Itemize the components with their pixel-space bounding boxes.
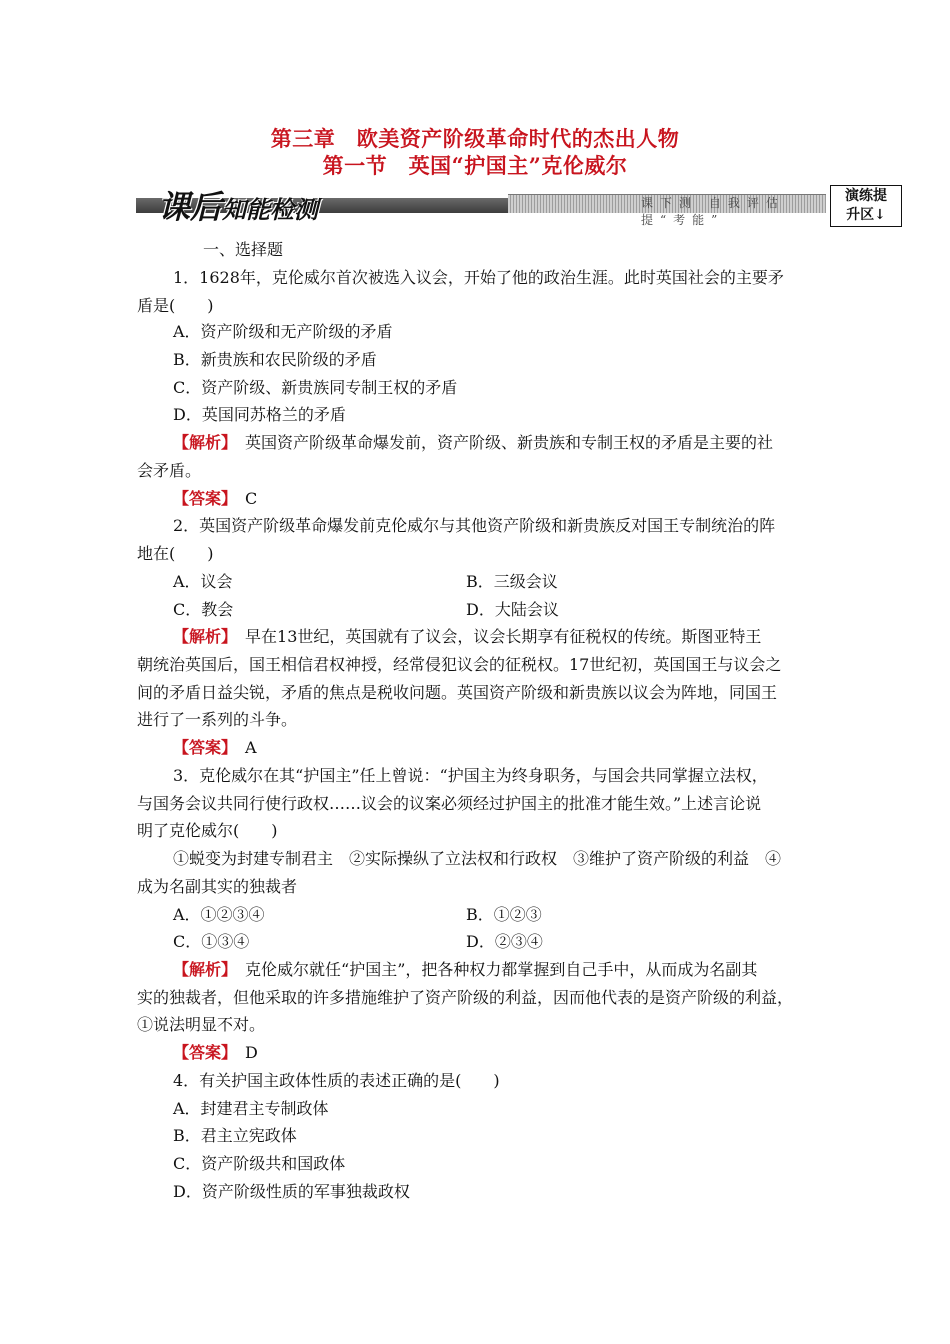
q2-stem-cont: 地在( ) bbox=[137, 544, 214, 563]
section-title: 第一节 英国“护国主”克伦威尔 bbox=[322, 153, 628, 178]
q2-answer bbox=[173, 738, 257, 758]
q2-answer-value: A bbox=[229, 738, 257, 757]
practice-badge[interactable] bbox=[830, 185, 902, 227]
banner-char-1: 课 bbox=[158, 188, 191, 226]
q3-analysis-text: 克伦威尔就任“护国主”，把各种权力都掌握到自己手中，从而成为名副其 bbox=[229, 960, 758, 979]
q2-analysis-cont-2: 间的矛盾日益尖锐，矛盾的焦点是税收问题。英国资产阶级和新贵族以议会为阵地，同国王 bbox=[137, 683, 778, 702]
analysis-tag: 【解析】 bbox=[173, 627, 230, 646]
banner-char-2: 后 bbox=[190, 188, 223, 226]
answer-tag: 【答案】 bbox=[173, 1043, 230, 1062]
q2-option-a: A．议会 bbox=[173, 572, 233, 591]
q1-analysis bbox=[173, 433, 773, 453]
q1-answer-value: C bbox=[229, 489, 258, 508]
q3-answer-value: D bbox=[229, 1043, 258, 1062]
banner-title bbox=[158, 182, 318, 228]
q1-stem: 1．1628年，克伦威尔首次被选入议会，开始了他的政治生涯。此时英国社会的主要矛 bbox=[173, 268, 784, 287]
q1-option-a: A．资产阶级和无产阶级的矛盾 bbox=[173, 322, 393, 341]
q1-option-c: C．资产阶级、新贵族同专制王权的矛盾 bbox=[173, 378, 458, 397]
q2-analysis-cont-1: 朝统治英国后，国王相信君权神授，经常侵犯议会的征税权。17世纪初，英国国王与议会之 bbox=[137, 655, 782, 674]
q2-analysis-cont-3: 进行了一系列的斗争。 bbox=[137, 710, 298, 729]
q3-analysis-cont-1: 实的独裁者，但他采取的许多措施维护了资产阶级的利益，因而他代表的是资产阶级的利益， bbox=[137, 988, 794, 1007]
analysis-tag: 【解析】 bbox=[173, 960, 230, 979]
analysis-tag: 【解析】 bbox=[173, 433, 230, 452]
answer-tag: 【答案】 bbox=[173, 738, 230, 757]
q3-stem-cont-1: 与国务会议共同行使行政权……议会的议案必须经过护国主的批准才能生效。”上述言论说 bbox=[137, 794, 762, 813]
q1-answer bbox=[173, 489, 257, 509]
q3-option-b: B．①②③ bbox=[466, 905, 542, 924]
q2-stem: 2．英国资产阶级革命爆发前克伦威尔与其他资产阶级和新贵族反对国王专制统治的阵 bbox=[173, 516, 776, 535]
q3-option-a: A．①②③④ bbox=[173, 905, 265, 924]
q2-option-d: D．大陆会议 bbox=[466, 600, 559, 619]
q1-option-d: D．英国同苏格兰的矛盾 bbox=[173, 405, 346, 424]
badge-line-1: 演练提 bbox=[845, 188, 887, 204]
q1-analysis-text: 英国资产阶级革命爆发前，资产阶级、新贵族和专制王权的矛盾是主要的社 bbox=[229, 433, 774, 452]
banner-subtitle: 课下测 自我评估 提“考能” bbox=[641, 196, 785, 227]
q3-stem: 3．克伦威尔在其“护国主”任上曾说：“护国主为终身职务，与国会共同掌握立法权， bbox=[173, 766, 768, 785]
banner-char-rest: 知能检测 bbox=[222, 195, 319, 224]
q3-analysis bbox=[173, 960, 757, 980]
q4-option-c: C．资产阶级共和国政体 bbox=[173, 1154, 346, 1173]
q1-option-b: B．新贵族和农民阶级的矛盾 bbox=[173, 350, 377, 369]
q2-analysis bbox=[173, 627, 761, 647]
q3-statements: ①蜕变为封建专制君主 ②实际操纵了立法权和行政权 ③维护了资产阶级的利益 ④ bbox=[173, 849, 782, 868]
q1-stem-cont: 盾是( ) bbox=[137, 296, 214, 315]
q4-option-a: A．封建君主专制政体 bbox=[173, 1099, 329, 1118]
q1-analysis-cont: 会矛盾。 bbox=[137, 461, 202, 480]
q2-option-c: C．教会 bbox=[173, 600, 234, 619]
q2-analysis-text: 早在13世纪，英国就有了议会，议会长期享有征税权的传统。斯图亚特王 bbox=[229, 627, 762, 646]
q4-stem: 4．有关护国主政体性质的表述正确的是( ) bbox=[173, 1071, 500, 1090]
q3-answer bbox=[173, 1043, 258, 1063]
q3-option-c: C．①③④ bbox=[173, 932, 250, 951]
q4-option-b: B．君主立宪政体 bbox=[173, 1126, 297, 1145]
q2-option-b: B．三级会议 bbox=[466, 572, 558, 591]
section-heading: 一、选择题 bbox=[203, 240, 284, 259]
answer-tag: 【答案】 bbox=[173, 489, 230, 508]
q3-statements-cont: 成为名副其实的独裁者 bbox=[137, 877, 298, 896]
chapter-title: 第三章 欧美资产阶级革命时代的杰出人物 bbox=[270, 126, 680, 151]
q3-stem-cont-2: 明了克伦威尔( ) bbox=[137, 821, 278, 840]
section-banner bbox=[136, 186, 826, 227]
badge-line-2: 升区↓ bbox=[846, 207, 886, 223]
q3-option-d: D．②③④ bbox=[466, 932, 543, 951]
q3-analysis-cont-2: ①说法明显不对。 bbox=[137, 1015, 266, 1034]
q4-option-d: D．资产阶级性质的军事独裁政权 bbox=[173, 1182, 410, 1201]
